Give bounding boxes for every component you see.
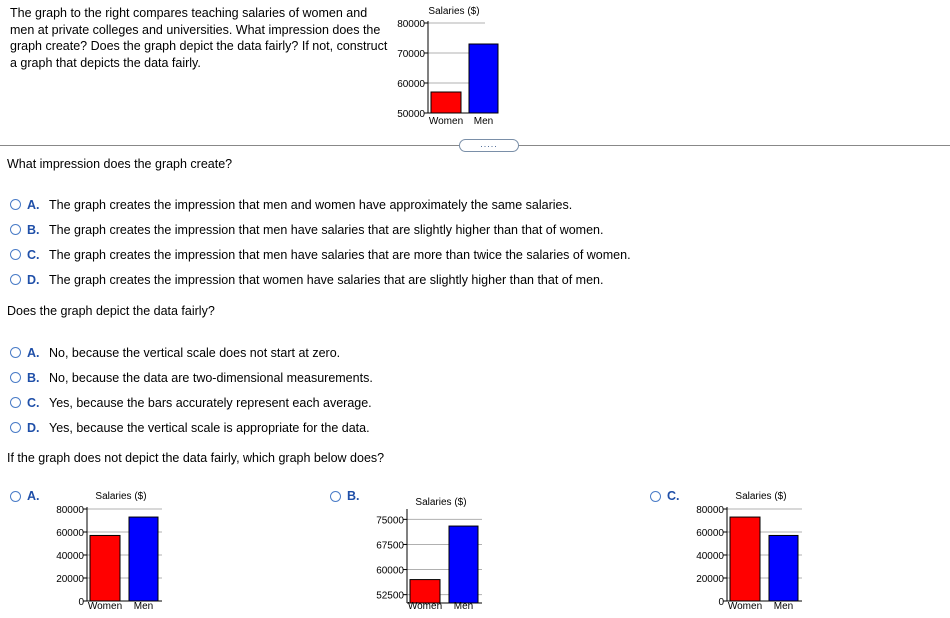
category-label: Men [133, 601, 154, 612]
radio-button[interactable] [10, 249, 21, 260]
chart-title: Salaries ($) [95, 491, 147, 502]
option-letter: D. [27, 420, 40, 435]
y-tick-label: 67500 [376, 540, 404, 552]
choice-b-chart [365, 490, 490, 614]
y-tick-label: 70000 [397, 49, 425, 60]
y-tick-label: 80000 [56, 505, 84, 516]
q2-option-b[interactable] [10, 365, 373, 390]
radio-button[interactable] [330, 491, 341, 502]
y-tick-label: 20000 [696, 574, 724, 585]
q2-option-c[interactable] [10, 390, 373, 415]
category-label: Men [453, 601, 474, 612]
q1-option-c[interactable] [10, 242, 631, 267]
radio-button[interactable] [650, 491, 661, 502]
category-label: Women [727, 601, 763, 612]
option-text: Yes, because the bars accurately represent each average. [49, 395, 372, 410]
option-letter: B. [347, 489, 360, 503]
expand-handle[interactable]: ..... [459, 139, 519, 152]
bar-women [90, 535, 120, 601]
bar-men [129, 517, 158, 601]
y-tick-label: 52500 [376, 590, 404, 602]
choice-a-chart [45, 484, 170, 614]
q1-option-b[interactable] [10, 217, 631, 242]
option-text: The graph creates the impression that men have salaries that are slightly higher than that of women. [49, 222, 604, 237]
y-tick-label: 80000 [397, 19, 425, 30]
option-text: No, because the vertical scale does not start at zero. [49, 345, 341, 360]
question-2-options [10, 340, 373, 440]
option-text: No, because the data are two-dimensional measurements. [49, 370, 373, 385]
y-tick-label: 0 [78, 597, 84, 608]
q1-option-a[interactable] [10, 192, 631, 217]
option-letter: A. [27, 197, 40, 212]
radio-button[interactable] [10, 199, 21, 210]
option-letter: A. [27, 345, 40, 360]
y-tick-label: 75000 [376, 515, 404, 527]
y-tick-label: 50000 [397, 109, 425, 120]
option-text: The graph creates the impression that women have salaries that are slightly higher than that of men. [49, 272, 604, 287]
option-letter: C. [27, 395, 40, 410]
category-label: Men [773, 601, 794, 612]
chart-title: Salaries ($) [735, 491, 787, 502]
radio-button[interactable] [10, 347, 21, 358]
bar-men [449, 526, 478, 603]
bar-women [730, 517, 760, 601]
radio-button[interactable] [10, 224, 21, 235]
bar-men [769, 535, 798, 601]
chart-title: Salaries ($) [415, 497, 467, 508]
category-label: Women [87, 601, 123, 612]
question-1-options [10, 192, 631, 292]
y-tick-label: 0 [718, 597, 724, 608]
bar-women [410, 580, 440, 603]
option-text: Yes, because the vertical scale is appropriate for the data. [49, 420, 370, 435]
option-text: The graph creates the impression that men and women have approximately the same salaries. [49, 197, 573, 212]
radio-button[interactable] [10, 491, 21, 502]
option-letter: C. [667, 489, 680, 503]
question-1-text: What impression does the graph create? [7, 157, 233, 171]
y-tick-label: 40000 [56, 551, 84, 562]
option-letter: B. [27, 222, 40, 237]
question-2-text: Does the graph depict the data fairly? [7, 304, 215, 318]
category-label: Women [407, 601, 443, 612]
option-letter: D. [27, 272, 40, 287]
option-text: The graph creates the impression that men have salaries that are more than twice the salaries of women. [49, 247, 631, 262]
main-salary-chart [388, 0, 508, 130]
radio-button[interactable] [10, 422, 21, 433]
q3-choice-b[interactable] [330, 489, 369, 503]
option-letter: A. [27, 489, 40, 503]
q2-option-d[interactable] [10, 415, 373, 440]
radio-button[interactable] [10, 274, 21, 285]
q3-choice-c[interactable] [650, 489, 689, 503]
category-label: Women [428, 116, 464, 127]
y-tick-label: 20000 [56, 574, 84, 585]
category-label: Men [473, 116, 494, 127]
q3-choice-a[interactable] [10, 489, 49, 503]
chart-title: Salaries ($) [428, 6, 480, 17]
y-tick-label: 60000 [56, 528, 84, 539]
problem-statement: The graph to the right compares teaching salaries of women and men at private colleges and universities. What impression does the graph create? Does the graph depict the data fairly? If not, construct a graph that depicts the data fairly. [10, 6, 388, 70]
option-letter: B. [27, 370, 40, 385]
option-letter: C. [27, 247, 40, 262]
y-tick-label: 60000 [397, 79, 425, 90]
bar-men [469, 44, 498, 113]
radio-button[interactable] [10, 397, 21, 408]
question-3-text: If the graph does not depict the data fairly, which graph below does? [7, 451, 385, 465]
choice-c-chart [685, 484, 810, 614]
y-tick-label: 60000 [376, 565, 404, 577]
y-tick-label: 80000 [696, 505, 724, 516]
y-tick-label: 40000 [696, 551, 724, 562]
radio-button[interactable] [10, 372, 21, 383]
q1-option-d[interactable] [10, 267, 631, 292]
y-tick-label: 60000 [696, 528, 724, 539]
bar-women [431, 92, 461, 113]
q2-option-a[interactable] [10, 340, 373, 365]
